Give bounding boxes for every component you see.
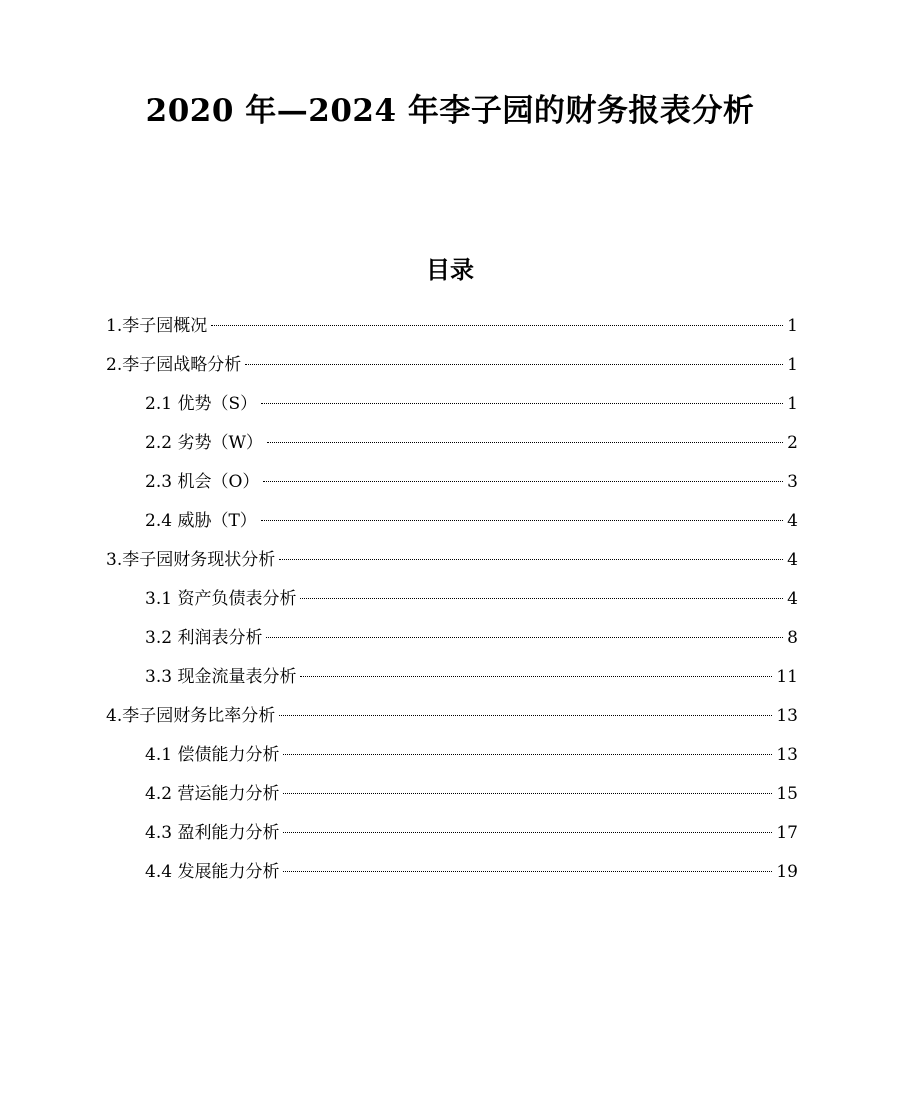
dot-leader xyxy=(283,871,772,872)
toc-entry-growth[interactable] xyxy=(106,857,798,896)
document-title: 2020 年—2024 年李子园的财务报表分析 xyxy=(145,92,755,129)
toc-entry-page: 3 xyxy=(787,472,798,492)
dot-leader xyxy=(283,832,772,833)
toc-entry-page: 1 xyxy=(787,355,798,375)
dot-leader xyxy=(267,442,783,443)
toc-entry-label: 3.3 现金流量表分析 xyxy=(145,667,297,687)
toc-entry-solvency[interactable] xyxy=(106,740,798,779)
toc-entry-cash-flow[interactable] xyxy=(106,662,798,701)
toc-entry-page: 1 xyxy=(787,394,798,414)
toc-entry-label: 4.李子园财务比率分析 xyxy=(106,706,276,726)
toc-entry-page: 4 xyxy=(787,511,798,531)
toc-entry-label: 2.李子园战略分析 xyxy=(106,355,242,375)
toc-entry-label: 4.2 营运能力分析 xyxy=(145,784,280,804)
toc-entry-weaknesses[interactable] xyxy=(106,428,798,467)
toc-entry-page: 8 xyxy=(787,628,798,648)
toc-entry-page: 19 xyxy=(776,862,798,882)
toc-entry-label: 3.2 利润表分析 xyxy=(145,628,263,648)
dot-leader xyxy=(261,403,783,404)
toc-entry-label: 2.2 劣势（W） xyxy=(145,433,263,453)
toc-entry-threats[interactable] xyxy=(106,506,798,545)
toc-entry-strengths[interactable] xyxy=(106,389,798,428)
dot-leader xyxy=(300,598,783,599)
toc-entry-operating[interactable] xyxy=(106,779,798,818)
toc-entry-page: 17 xyxy=(776,823,798,843)
table-of-contents xyxy=(106,311,798,896)
toc-entry-financial-status[interactable] xyxy=(106,545,798,584)
toc-entry-overview[interactable] xyxy=(106,311,798,350)
toc-entry-label: 1.李子园概况 xyxy=(106,316,208,336)
dot-leader xyxy=(263,481,783,482)
toc-entry-balance-sheet[interactable] xyxy=(106,584,798,623)
toc-entry-label: 3.1 资产负债表分析 xyxy=(145,589,297,609)
toc-heading: 目录 xyxy=(426,254,474,284)
toc-entry-income-statement[interactable] xyxy=(106,623,798,662)
toc-entry-strategy[interactable] xyxy=(106,350,798,389)
dot-leader xyxy=(283,754,772,755)
dot-leader xyxy=(266,637,783,638)
toc-entry-label: 2.3 机会（O） xyxy=(145,472,260,492)
dot-leader xyxy=(261,520,783,521)
toc-entry-label: 4.1 偿债能力分析 xyxy=(145,745,280,765)
toc-entry-label: 2.1 优势（S） xyxy=(145,394,258,414)
dot-leader xyxy=(211,325,783,326)
toc-entry-page: 13 xyxy=(776,706,798,726)
dot-leader xyxy=(279,715,772,716)
toc-entry-page: 11 xyxy=(776,667,798,687)
dot-leader xyxy=(300,676,772,677)
dot-leader xyxy=(245,364,783,365)
dot-leader xyxy=(283,793,772,794)
toc-entry-page: 15 xyxy=(776,784,798,804)
toc-entry-page: 13 xyxy=(776,745,798,765)
toc-entry-financial-ratios[interactable] xyxy=(106,701,798,740)
toc-entry-label: 4.3 盈利能力分析 xyxy=(145,823,280,843)
toc-entry-label: 2.4 威胁（T） xyxy=(145,511,257,531)
toc-entry-label: 3.李子园财务现状分析 xyxy=(106,550,276,570)
toc-entry-label: 4.4 发展能力分析 xyxy=(145,862,280,882)
toc-entry-profitability[interactable] xyxy=(106,818,798,857)
toc-entry-opportunities[interactable] xyxy=(106,467,798,506)
toc-entry-page: 1 xyxy=(787,316,798,336)
toc-entry-page: 4 xyxy=(787,550,798,570)
dot-leader xyxy=(279,559,783,560)
toc-entry-page: 2 xyxy=(787,433,798,453)
toc-entry-page: 4 xyxy=(787,589,798,609)
